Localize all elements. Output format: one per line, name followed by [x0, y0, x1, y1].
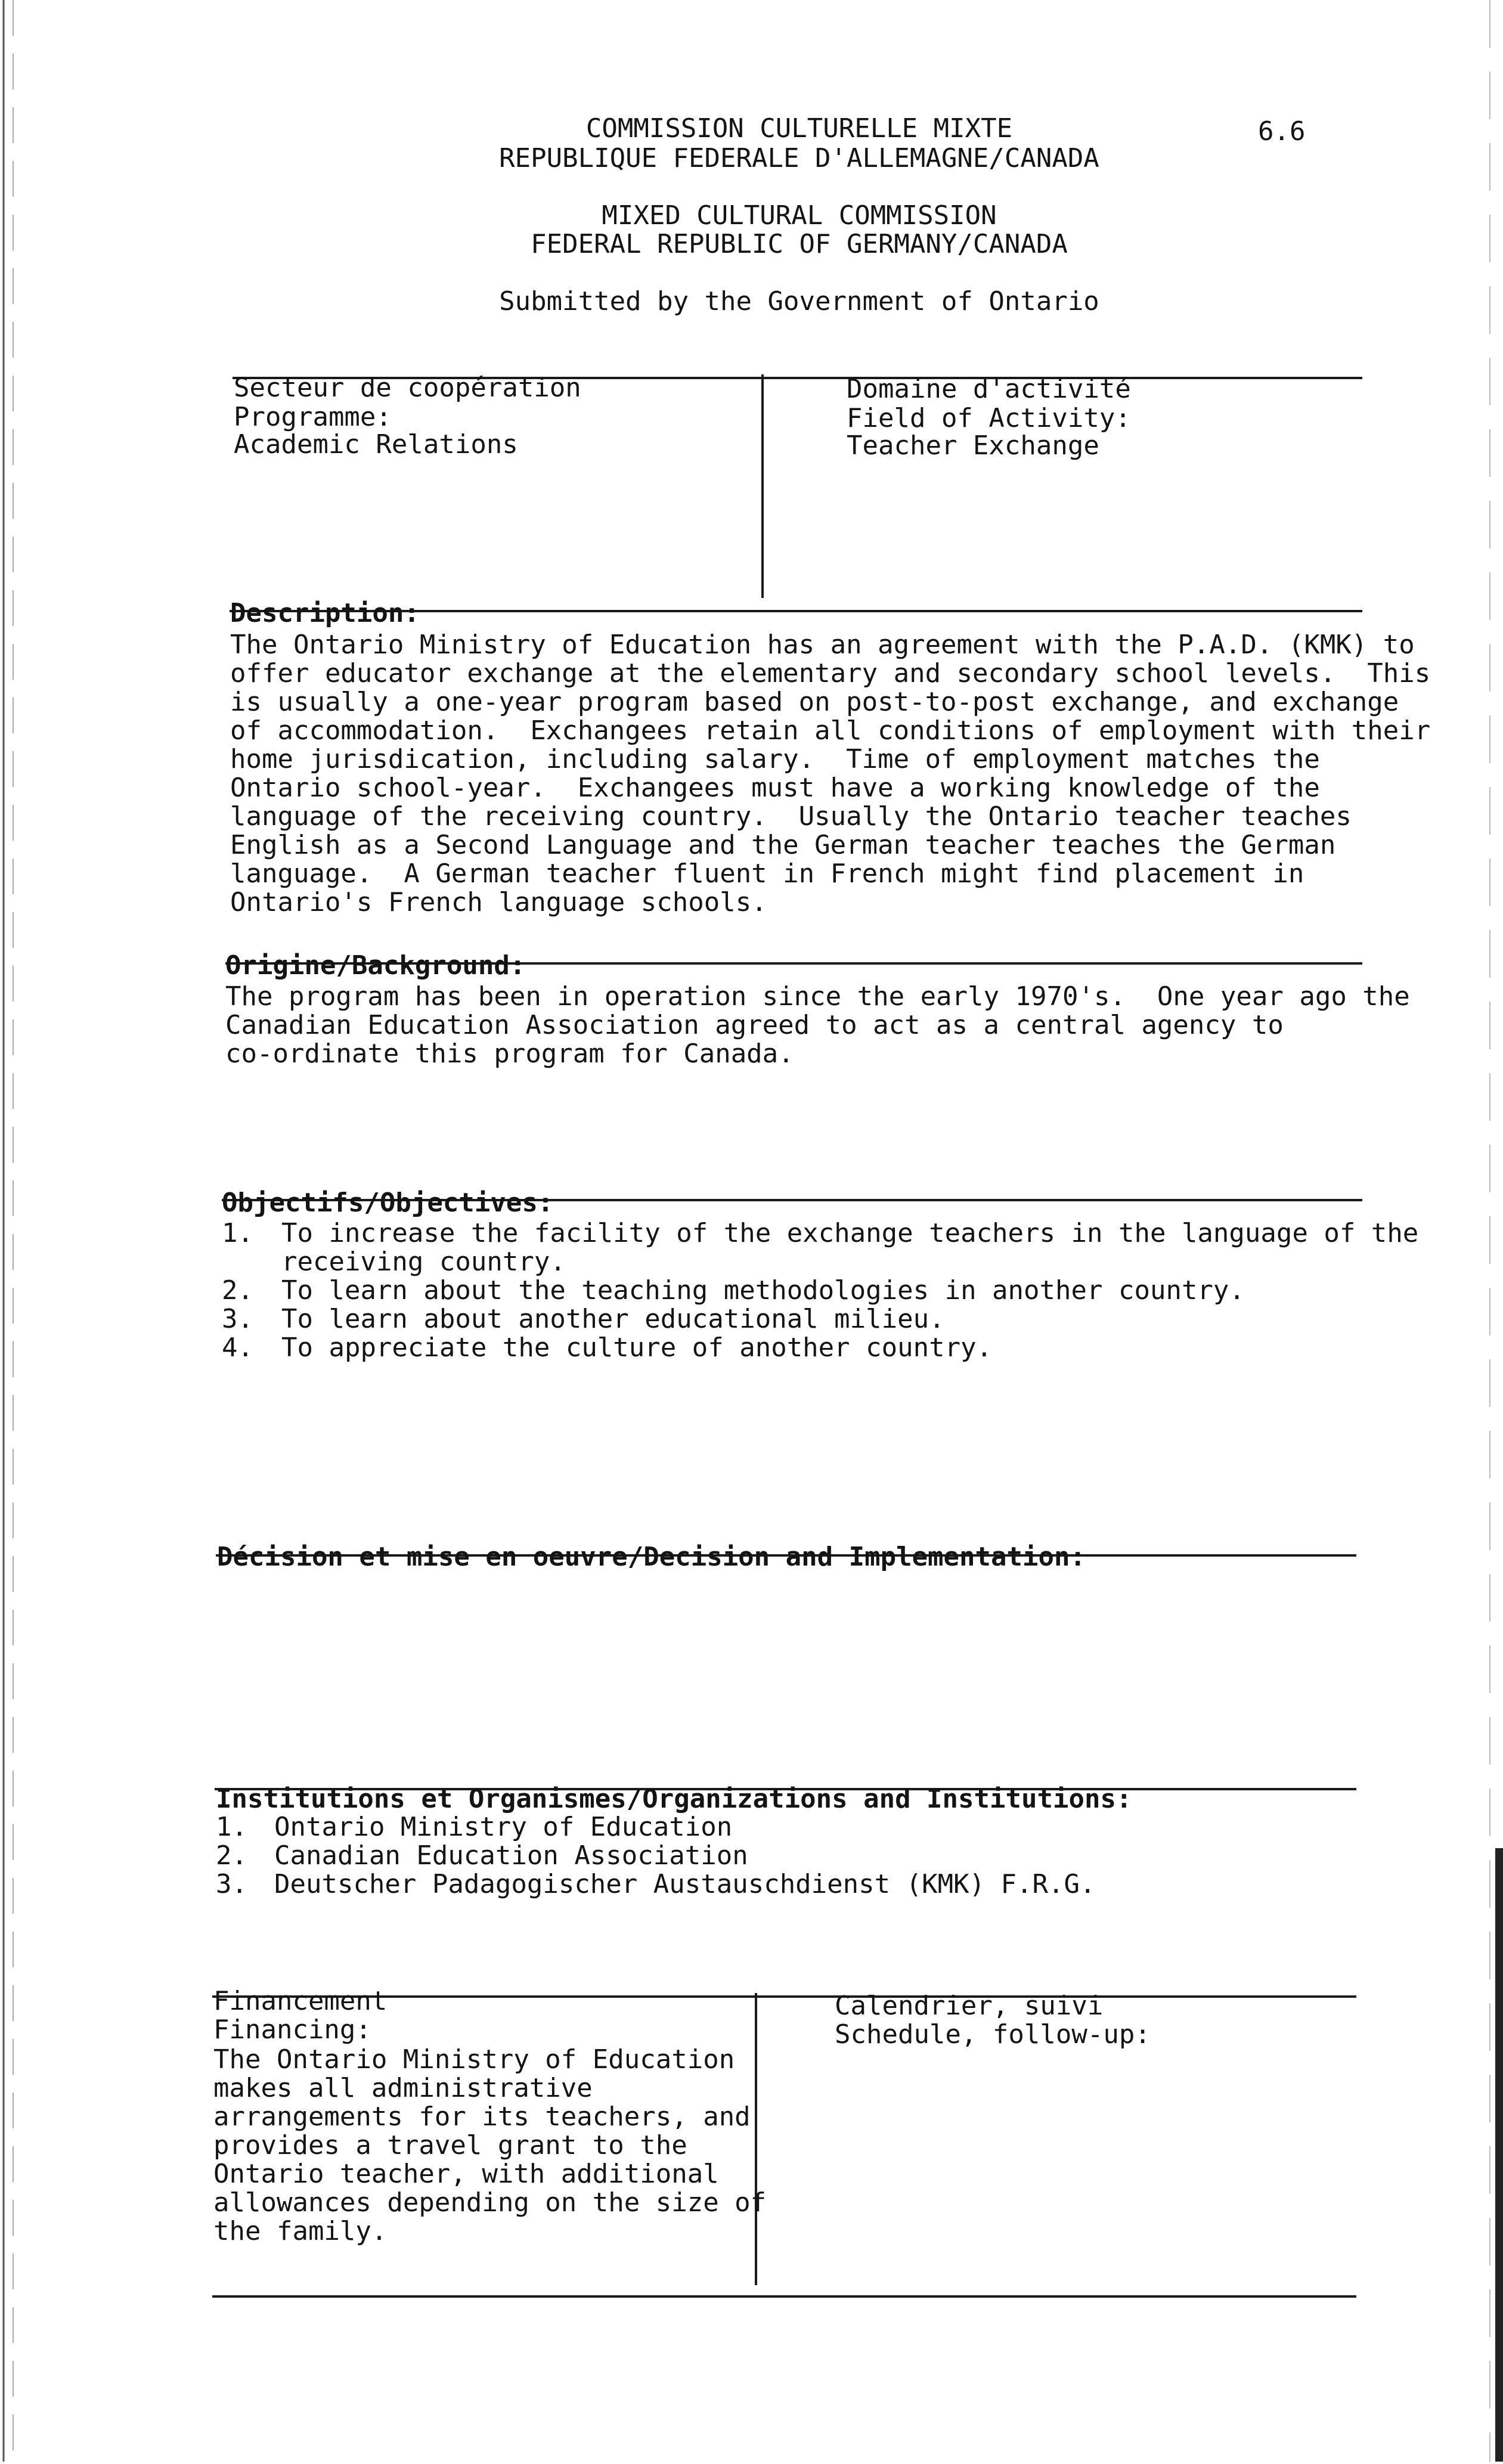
schedule-label-en: Schedule, follow-up:: [835, 2019, 1151, 2050]
objective-item: [222, 1276, 1418, 1305]
financing-line: arrangements for its teachers, and: [213, 2102, 751, 2132]
institution-number: 3.: [216, 1869, 247, 1899]
submitted-by: Submitted by the Government of Ontario: [499, 286, 1099, 317]
header-subtitle-fr: REPUBLIQUE FEDERALE D'ALLEMAGNE/CANADA: [499, 143, 1099, 173]
background-line: The program has been in operation since the early 1970's. One year ago the: [225, 981, 1410, 1012]
institution-number: 2.: [216, 1840, 247, 1871]
objectives-heading: Objectifs/Objectives:: [222, 1188, 554, 1218]
background-line: co-ordinate this program for Canada.: [225, 1039, 794, 1069]
institution-name: Ontario Ministry of Education: [274, 1812, 733, 1842]
financing-line: Ontario teacher, with additional: [213, 2159, 719, 2189]
objective-number: 1.: [222, 1218, 253, 1248]
activity-label-fr: Domaine d'activité: [847, 374, 1131, 404]
objective-text: To learn about another educational milieu.: [281, 1304, 945, 1334]
institution-number: 1.: [216, 1812, 247, 1842]
objective-item-continuation: [222, 1248, 1418, 1276]
institution-item: [216, 1842, 1096, 1870]
financing-line: makes all administrative: [213, 2073, 593, 2103]
description-line: Ontario school-year. Exchangees must have a working knowledge of the: [230, 773, 1320, 803]
header-subtitle-en: FEDERAL REPUBLIC OF GERMANY/CANADA: [531, 229, 1068, 259]
decision-heading: Décision et mise en oeuvre/Decision and Implementation:: [217, 1542, 1086, 1572]
description-line: language of the receiving country. Usually the Ontario teacher teaches: [230, 801, 1352, 832]
institution-item: [216, 1870, 1096, 1899]
scan-right-edge: [1485, 0, 1503, 2462]
objective-number: 2.: [222, 1275, 253, 1306]
description-line: English as a Second Language and the German teacher teaches the German: [230, 830, 1336, 860]
header-title-en: MIXED CULTURAL COMMISSION: [602, 200, 997, 231]
schedule-label-fr: Calendrier, suivi: [835, 1991, 1104, 2021]
description-line: language. A German teacher fluent in French might find placement in: [230, 858, 1304, 889]
financing-line: the family.: [213, 2216, 388, 2246]
objective-number: 3.: [222, 1304, 253, 1334]
description-body: [230, 631, 1430, 917]
financing-line: The Ontario Ministry of Education: [213, 2044, 735, 2075]
background-body: [225, 982, 1410, 1068]
objective-text: To appreciate the culture of another country.: [281, 1332, 993, 1363]
objective-item: [222, 1219, 1418, 1248]
financing-body: [213, 2045, 766, 2246]
activity-label-en: Field of Activity:: [847, 403, 1131, 433]
page-number: 6.6: [1258, 116, 1306, 147]
financing-label-en: Financing:: [213, 2014, 371, 2045]
description-line: The Ontario Ministry of Education has an agreement with the P.A.D. (KMK) to: [230, 630, 1415, 660]
objective-text-continued: receiving country.: [281, 1247, 566, 1277]
header-title-fr: COMMISSION CULTURELLE MIXTE: [585, 113, 1013, 144]
institution-name: Deutscher Padagogischer Austauschdienst (KMK) F.R.G.: [274, 1869, 1096, 1899]
financing-line: provides a travel grant to the: [213, 2130, 687, 2161]
institutions-list: [216, 1813, 1096, 1899]
objective-item: [222, 1305, 1418, 1334]
description-line: offer educator exchange at the elementary and secondary school levels. This: [230, 658, 1431, 689]
background-line: Canadian Education Association agreed to act as a central agency to: [225, 1010, 1284, 1040]
financing-line: allowances depending on the size of: [213, 2187, 767, 2218]
objective-text: To increase the facility of the exchange teachers in the language of the: [281, 1218, 1419, 1248]
description-heading: Description:: [230, 598, 420, 628]
program-value: Academic Relations: [234, 429, 518, 460]
objective-item: [222, 1334, 1418, 1362]
description-line: of accommodation. Exchangees retain all conditions of employment with their: [230, 715, 1431, 746]
financing-label-fr: Financement: [213, 1986, 388, 2016]
scan-left-edge: [0, 0, 24, 2462]
background-heading: Origine/Background:: [225, 950, 526, 981]
program-box-divider: [761, 374, 764, 598]
description-line: home jurisdication, including salary. Time of employment matches the: [230, 744, 1320, 774]
institution-item: [216, 1813, 1096, 1842]
description-line: is usually a one-year program based on post-to-post exchange, and exchange: [230, 687, 1399, 717]
description-line: Ontario's French language schools.: [230, 887, 767, 918]
institution-name: Canadian Education Association: [274, 1840, 748, 1871]
activity-value: Teacher Exchange: [847, 430, 1099, 461]
financing-box-bottom-rule: [212, 2295, 1356, 2298]
objectives-list: [222, 1219, 1418, 1362]
objective-text: To learn about the teaching methodologies in another country.: [281, 1275, 1245, 1306]
program-label: Programme:: [234, 402, 392, 432]
objective-number: 4.: [222, 1332, 253, 1363]
sector-label-fr: Secteur de coopération: [234, 373, 581, 403]
institutions-heading: Institutions et Organismes/Organizations and Institutions:: [216, 1784, 1132, 1814]
